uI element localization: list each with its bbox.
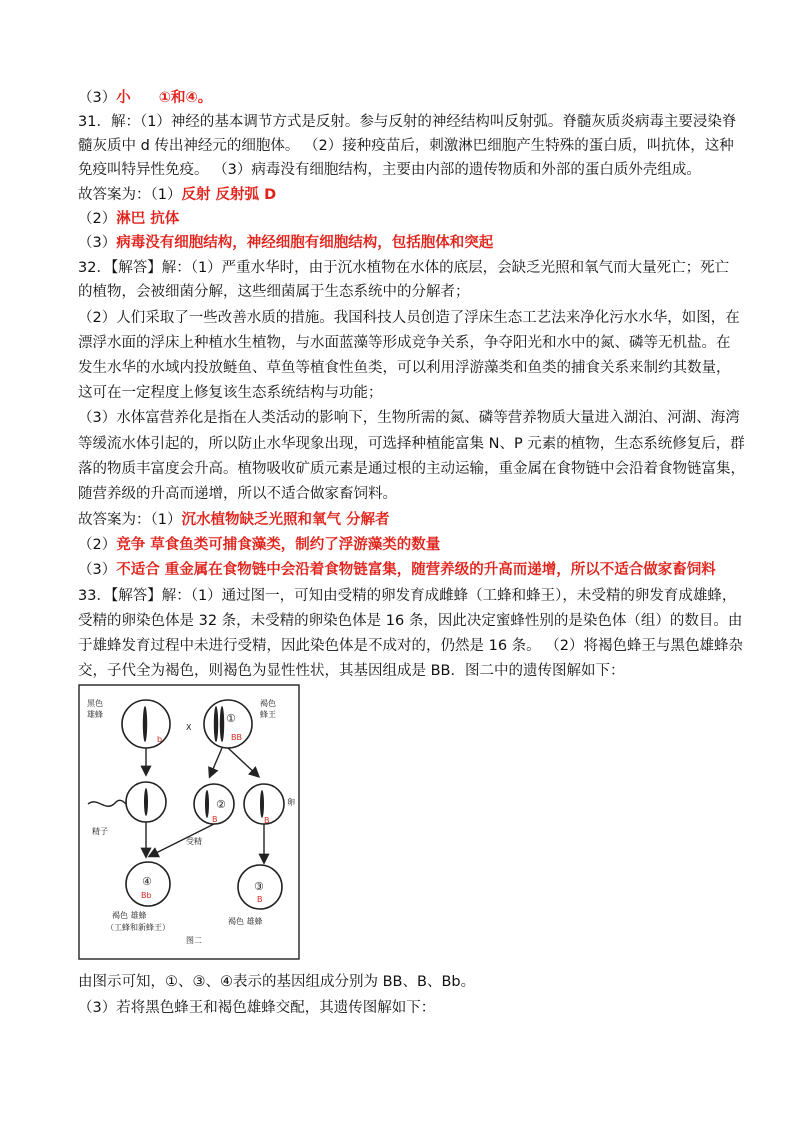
line-q33-1: 33．【解答】解：（1）通过图一，可知由受精的卵发育成雌蜂（工蜂和蜂王），未受精的卵发育成雄蜂，	[78, 588, 737, 604]
line-q33-3: 于雄蜂发育过程中未进行受精，因此染色体是不成对的，仍然是 16 条。 （2）将褐色蜂王与黑色雄蜂杂	[78, 638, 743, 654]
gene-BB: BB	[231, 733, 242, 742]
line-q32-3: （2）人们采取了一些改善水质的措施。我国科技人员创造了浮床生态工艺法来净化污水水华，如图，在	[78, 310, 740, 326]
line-q32-answer-2: （2）竞争 草食鱼类可捕食藻类，制约了浮游藻类的数量	[78, 537, 441, 553]
line-q33-2: 受精的卵染色体是 32 条，未受精的卵染色体是 16 条，因此决定蜜蜂性别的是染色体（组）的数目。由	[78, 613, 743, 629]
line-q32-9: 落的物质丰富度会升高。植物吸收矿质元素是通过根的主动运输，重金属在食物链中会沿着食物链富集，	[78, 461, 745, 477]
figure-caption: 图二	[186, 936, 202, 945]
gene-Bb: Bb	[141, 891, 152, 900]
line-q32-5: 发生水华的水域内投放鲢鱼、草鱼等植食性鱼类，可以利用浮游藻类和鱼类的捕食关系来制约其数量，	[78, 360, 731, 376]
genetic-diagram-figure-2	[78, 684, 300, 960]
queen-chromosome-2	[220, 706, 224, 742]
label-queen: 蜂王	[260, 710, 276, 719]
line-q31-2: 髓灰质中 d 传出神经元的细胞体。 （2）接种疫苗后，刺激淋巴细胞产生特殊的蛋白质，叫抗体，这种	[78, 138, 734, 154]
label-offspring-4-line2: （工蜂和新蜂王）	[106, 923, 170, 932]
label-offspring-3: 褐色 雄蜂	[228, 917, 263, 926]
line-q32-answer-3: （3）不适合 重金属在食物链中会沿着食物链富集，随营养级的升高而递增，所以不适合做家畜饲料	[78, 562, 716, 578]
line-q33-6: （3）若将黑色蜂王和褐色雄蜂交配，其遗传图解如下：	[78, 1000, 436, 1016]
label-num-4: ④	[142, 875, 152, 888]
gene-B-offspring: B	[257, 895, 263, 904]
cross-sign: X	[186, 723, 192, 732]
line-q32-8: 等缓流水体引起的，所以防止水华现象出现，可选择种植能富集 N、P 元素的植物，生态系统修复后，群	[78, 436, 745, 452]
gene-B-right: B	[264, 816, 270, 825]
answer-1-and-4: ①和④。	[158, 90, 213, 106]
egg-chromosome-middle	[205, 790, 209, 818]
label-num-3: ③	[254, 880, 264, 893]
line-q32-7: （3）水体富营养化是指在人类活动的影响下，生物所需的氮、磷等营养物质大量进入湖泊、河湖、海湾	[78, 410, 740, 426]
line-q31-3: 免疫叫特异性免疫。 （3）病毒没有细胞结构，主要由内部的遗传物质和外部的蛋白质外壳组成。	[78, 162, 701, 178]
line-q32-10: 随营养级的升高而递增，所以不适合做家畜饲料。	[78, 486, 397, 502]
line-q33-5: 由图示可知，①、③、④表示的基因组成分别为 BB、B、Bb。	[78, 974, 476, 990]
line-q32-6: 这可在一定程度上修复该生态系统结构与功能；	[78, 385, 383, 401]
label-num-1: ①	[226, 712, 236, 725]
label-drone: 雄蜂	[87, 710, 103, 719]
drone-chromosome	[143, 706, 147, 742]
label-offspring-4-line1: 褐色 雄蜂	[112, 911, 147, 920]
line-q32-answer-1: 故答案为：（1）沉水植物缺乏光照和氧气 分解者	[78, 512, 390, 528]
line-q31-answer-3: （3）病毒没有细胞结构，神经细胞有细胞结构，包括胞体和突起	[78, 235, 494, 251]
label-num-2: ②	[216, 798, 226, 811]
sperm-chromosome	[144, 788, 148, 816]
label-egg: 卵	[287, 798, 295, 807]
label-black: 黑色	[87, 699, 103, 708]
line-q33-4: 交，子代全为褐色，则褐色为显性性状，其基因组成是 BB．图二中的遗传图解如下：	[78, 663, 625, 679]
answer-small: 小	[116, 90, 131, 106]
egg-chromosome-right	[260, 790, 264, 818]
line-q31-1: 31．解：（1）神经的基本调节方式是反射。参与反射的神经结构叫反射弧。脊髓灰质炎病毒主要浸染脊	[78, 114, 737, 130]
gene-b: b	[157, 735, 163, 744]
line-q31-answer-2: （2）淋巴 抗体	[78, 211, 180, 227]
label-fertilization: 受精	[186, 837, 202, 846]
label-brown: 褐色	[260, 699, 276, 708]
queen-chromosome-1	[214, 706, 218, 742]
line-q32-4: 漂浮水面的浮床上种植水生植物，与水面蓝藻等形成竞争关系，争夺阳光和水中的氮、磷等无机盐。在	[78, 335, 731, 351]
gene-B-egg: B	[212, 815, 218, 824]
line-q30-3: （3）小 ①和④。	[78, 90, 213, 106]
line-q31-answer-1: 故答案为：（1）反射 反射弧 D	[78, 187, 277, 203]
line-q32-2: 的植物，会被细菌分解，这些细菌属于生态系统中的分解者；	[78, 284, 470, 300]
label-sperm: 精子	[92, 827, 108, 836]
line-q32-1: 32．【解答】解：（1）严重水华时，由于沉水植物在水体的底层，会缺乏光照和氧气而大量死亡；死亡	[78, 260, 730, 276]
